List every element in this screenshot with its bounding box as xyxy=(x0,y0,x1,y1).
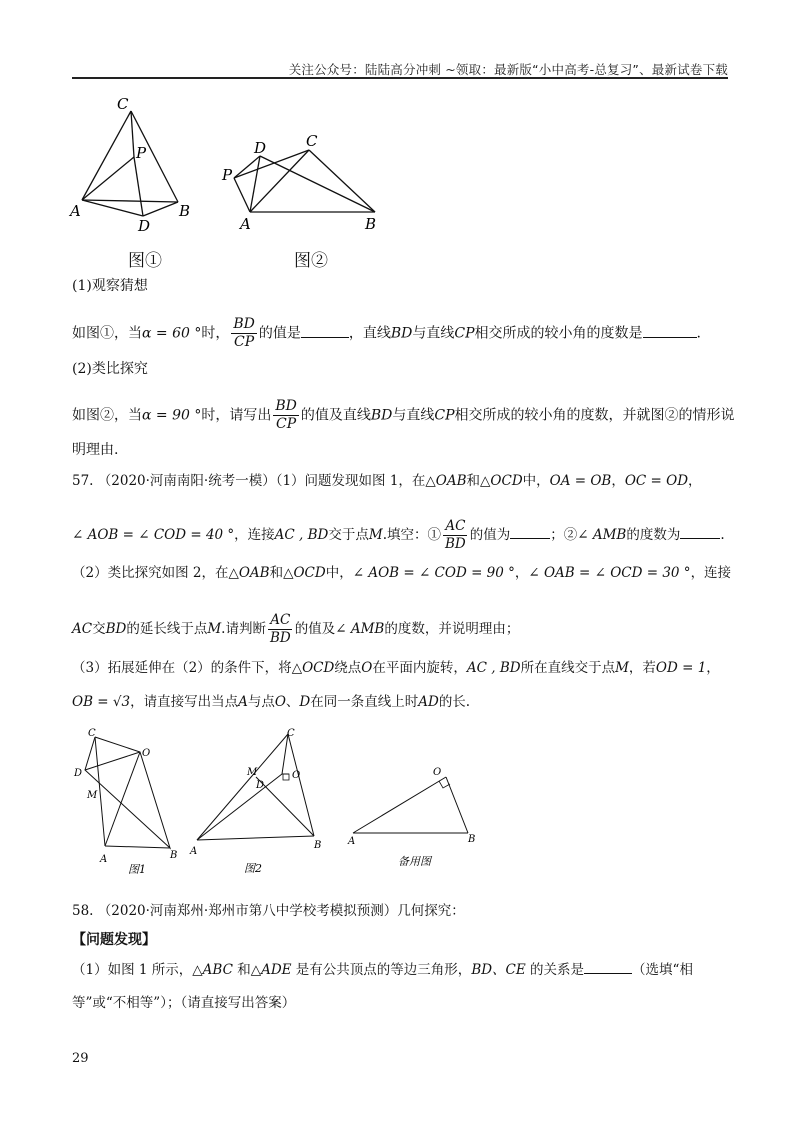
q57-fig1-label-a: A xyxy=(100,854,108,865)
q57-line6: OB = √3，请直接写出当点A与点O、D在同一条直线上时AD的长. xyxy=(72,694,471,710)
q57-line4: AC交BD的延长线于点M.请判断 $\frac{AC}{BD}$ 的值及∠ AMB的度数，并说明理由； xyxy=(72,612,520,646)
q57-backup-label-a: A xyxy=(348,836,356,847)
answer-blank xyxy=(680,524,720,539)
q56-part2-cont: 明理由. xyxy=(72,442,119,458)
figure-2 xyxy=(221,132,376,233)
q57-fig2-label-b: B xyxy=(314,840,322,851)
q57-fig2-label-a: A xyxy=(190,846,198,857)
q57-figure-2 xyxy=(189,728,321,875)
fig2-label-d: D xyxy=(254,139,267,157)
q56-part1-line: 如图①，当α = 60 °时， $\frac{BD}{CP}$ 的值是 ，直线BD与直线CP相交所成的较小角的度数是 . xyxy=(72,316,701,350)
figure-1 xyxy=(68,95,190,235)
q57-backup-caption: 备用图 xyxy=(398,855,431,868)
q57-backup-label-o: O xyxy=(433,767,442,778)
q57-line1: 57. （2020·河南南阳·统考一模）（1）问题发现如图 1，在△OAB和△OCD中，OA = OB，OC = OD， xyxy=(72,473,702,489)
q57-fig2-caption: 图2 xyxy=(244,862,262,875)
q57-fig1-label-b: B xyxy=(170,850,178,861)
q57-fig1-label-c: C xyxy=(88,728,96,739)
q58-line2: （1）如图 1 所示，△ABC 和△ADE 是有公共顶点的等边三角形，BD、CE 的关系是 （选填“相 xyxy=(72,959,693,980)
q57-fig1-label-d: D xyxy=(74,768,83,779)
answer-blank xyxy=(510,524,550,539)
fig2-caption: 图② xyxy=(294,251,328,271)
q56-fraction-bd-cp: $\frac{BD}{CP}$ xyxy=(233,316,255,350)
q57-line5: （3）拓展延伸在（2）的条件下，将△OCD绕点O在平面内旋转，AC , BD所在直线交于点M，若OD = 1， xyxy=(72,660,720,676)
q57-fig1-label-m: M xyxy=(87,790,98,801)
q57-fig2-label-o: O xyxy=(292,770,301,781)
fig1-label-c: C xyxy=(117,95,129,113)
q57-fig2-label-m: M xyxy=(247,767,258,778)
fig1-caption: 图① xyxy=(128,251,162,271)
q57-line3: （2）类比探究如图 2，在△OAB和△OCD中，∠ AOB = ∠ COD = 90 °，∠ OAB = ∠ OCD = 30 °，连接 xyxy=(72,565,732,581)
page-header: 关注公众号：陆陆高分冲刺 ~领取：最新版“小中高考-总复习”、最新试卷下载 xyxy=(288,62,728,77)
q57-fig1-caption: 图1 xyxy=(128,863,146,876)
fig2-label-a: A xyxy=(240,215,251,233)
answer-blank xyxy=(643,323,697,338)
fig2-label-c: C xyxy=(306,132,318,150)
header-divider xyxy=(72,77,728,79)
q58-line1: 58. （2020·河南郑州·郑州市第八中学校考模拟预测）几何探究： xyxy=(72,903,465,919)
q57-fraction-ac-bd: $\frac{AC}{BD}$ xyxy=(445,518,466,552)
fig2-label-b: B xyxy=(365,215,377,233)
q57-fig2-label-c: C xyxy=(287,728,295,739)
q56-part2-title: (2)类比探究 xyxy=(72,361,148,377)
q57-fig2-label-d: D xyxy=(256,780,265,791)
q57-backup-label-b: B xyxy=(468,834,476,845)
fig1-label-d: D xyxy=(138,217,151,235)
q58-section-title: 【问题发现】 xyxy=(72,932,156,948)
figure-set-q57 xyxy=(70,722,490,882)
page-number: 29 xyxy=(72,1051,89,1066)
answer-blank xyxy=(584,959,632,974)
q56-part2-line: 如图②，当α = 90 °时，请写出 $\frac{BD}{CP}$ 的值及直线BD与直线CP相交所成的较小角的度数，并就图②的情形说 xyxy=(72,398,735,432)
figure-pair-top xyxy=(60,92,400,242)
answer-blank xyxy=(301,323,349,338)
q57-figure-1 xyxy=(73,728,177,876)
q57-figure-backup xyxy=(347,767,475,868)
q58-line3: 等”或“不相等”）；（请直接写出答案） xyxy=(72,995,296,1011)
fig1-label-b: B xyxy=(179,202,191,220)
q57-fraction-ac-bd-2: $\frac{AC}{BD}$ xyxy=(269,612,291,646)
fig2-label-p: P xyxy=(222,166,233,184)
q56-part1-title: (1)观察猜想 xyxy=(72,278,148,294)
fig1-label-p: P xyxy=(136,144,147,162)
q57-fig1-label-o: O xyxy=(142,748,151,759)
q56-fraction-bd-cp-2: $\frac{BD}{CP}$ xyxy=(275,398,297,432)
q57-line2: ∠ AOB = ∠ COD = 40 °，连接AC , BD交于点M.填空：① $\frac{AC}{BD}$ 的值为 ；②∠ AMB的度数为 . xyxy=(72,518,725,552)
fig1-label-a: A xyxy=(70,202,81,220)
